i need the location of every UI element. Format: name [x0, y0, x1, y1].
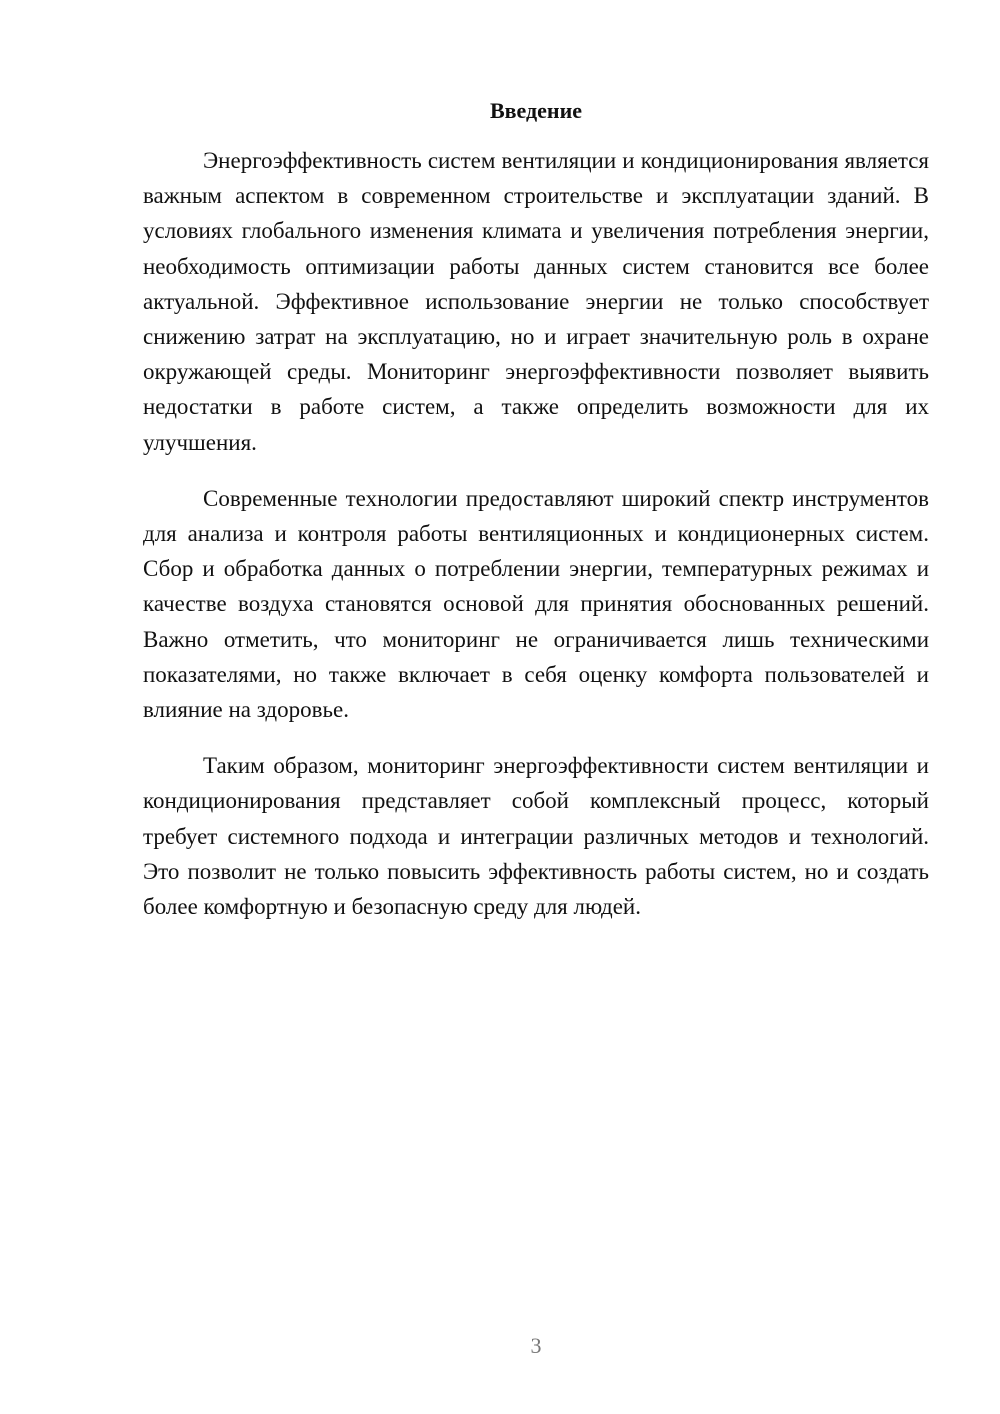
paragraph-2: Современные технологии предоставляют широкий спектр инструментов для анализа и контроля работы вентиляционных и кондиционерных систем. Сбор и обработка данных о потреблении энергии, температурных режимах и качестве воздуха становятся основой для принятия обоснованных решений. Важно отметить, что мониторинг не ограничивается лишь техническими показателями, но также включает в себя оценку комфорта пользователей и влияние на здоровье. [143, 485, 929, 723]
page-number: 3 [530, 1333, 542, 1358]
section-body [143, 143, 929, 945]
paragraph-1: Энергоэффективность систем вентиляции и кондиционирования является важным аспектом в современном строительстве и эксплуатации зданий. В условиях глобального изменения климата и увеличения потребления энергии, необходимость оптимизации работы данных систем становится все более актуальной. Эффективное использование энергии не только способствует снижению затрат на эксплуатацию, но и играет значительную роль в охране окружающей среды. Мониторинг энергоэффективности позволяет выявить недостатки в работе систем, а также определить возможности для их улучшения. [143, 148, 929, 455]
section-title: Введение [489, 98, 583, 123]
paragraph-3: Таким образом, мониторинг энергоэффективности систем вентиляции и кондиционирования представляет собой комплексный процесс, который требует системного подхода и интеграции различных методов и технологий. Это позволит не только повысить эффективность работы систем, но и создать более комфортную и безопасную среду для людей. [143, 753, 929, 920]
